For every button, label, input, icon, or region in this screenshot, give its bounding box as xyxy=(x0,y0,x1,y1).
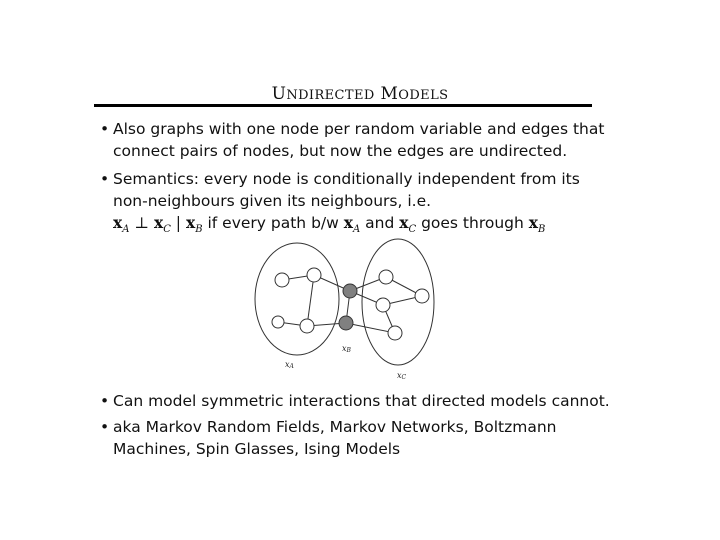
node-a2 xyxy=(307,268,321,282)
node-b2 xyxy=(339,316,353,330)
title-rule xyxy=(94,104,592,107)
title-cap-1: U xyxy=(271,84,287,104)
bullet-1-line-1: Also graphs with one node per random variable and edges that xyxy=(113,120,605,138)
node-c4 xyxy=(388,326,402,340)
undirected-graph-figure xyxy=(245,238,445,383)
text-if-every-path: if every path b/w xyxy=(202,214,344,232)
title-rest-2: ODELS xyxy=(398,88,449,103)
var-xb: $x_B$ xyxy=(185,213,203,236)
node-c1 xyxy=(379,270,393,284)
title-rest-1: NDIRECTED xyxy=(286,88,375,103)
bullet-symmetric-interactions xyxy=(100,390,610,412)
label-xb: xB xyxy=(342,344,351,354)
node-a1 xyxy=(275,273,289,287)
perp-symbol: ⊥ xyxy=(134,214,149,232)
bullet-aka xyxy=(100,416,600,460)
given-bar: | xyxy=(175,214,182,232)
bullet-marker: • xyxy=(100,418,110,436)
independence-formula xyxy=(113,212,600,241)
bullet-marker: • xyxy=(100,120,110,138)
var-xc-2: $x_C$ xyxy=(399,213,417,236)
bullet-2-line-2: non-neighbours given its neighbours, i.e. xyxy=(113,192,432,210)
bullet-undirected-graphs xyxy=(100,118,605,162)
cluster-a-ellipse xyxy=(255,243,339,355)
bullet-semantics xyxy=(100,168,600,241)
var-xa: $x_A$ xyxy=(113,213,130,236)
node-b1 xyxy=(343,284,357,298)
node-a3 xyxy=(272,316,284,328)
label-xc: xC xyxy=(397,371,407,381)
title-cap-2: M xyxy=(380,84,399,104)
bullet-3-line-1: Can model symmetric interactions that directed models cannot. xyxy=(113,392,610,410)
bullet-4-line-2: Machines, Spin Glasses, Ising Models xyxy=(113,440,401,458)
node-c2 xyxy=(376,298,390,312)
label-xa: xA xyxy=(285,360,294,370)
slide-title xyxy=(0,84,720,104)
bullet-marker: • xyxy=(100,170,110,188)
bullet-4-line-1: aka Markov Random Fields, Markov Networks, Boltzmann xyxy=(113,418,557,436)
node-c3 xyxy=(415,289,429,303)
var-xc: $x_C$ xyxy=(153,213,171,236)
text-goes-through: goes through xyxy=(416,214,529,232)
text-and: and xyxy=(360,214,400,232)
bullet-2-line-1: Semantics: every node is conditionally independent from its xyxy=(113,170,580,188)
node-a4 xyxy=(300,319,314,333)
var-xa-2: $x_A$ xyxy=(343,213,361,236)
bullet-marker: • xyxy=(100,392,110,410)
var-xb-2: $x_B$ xyxy=(528,213,546,236)
bullet-1-line-2: connect pairs of nodes, but now the edges are undirected. xyxy=(113,142,568,160)
